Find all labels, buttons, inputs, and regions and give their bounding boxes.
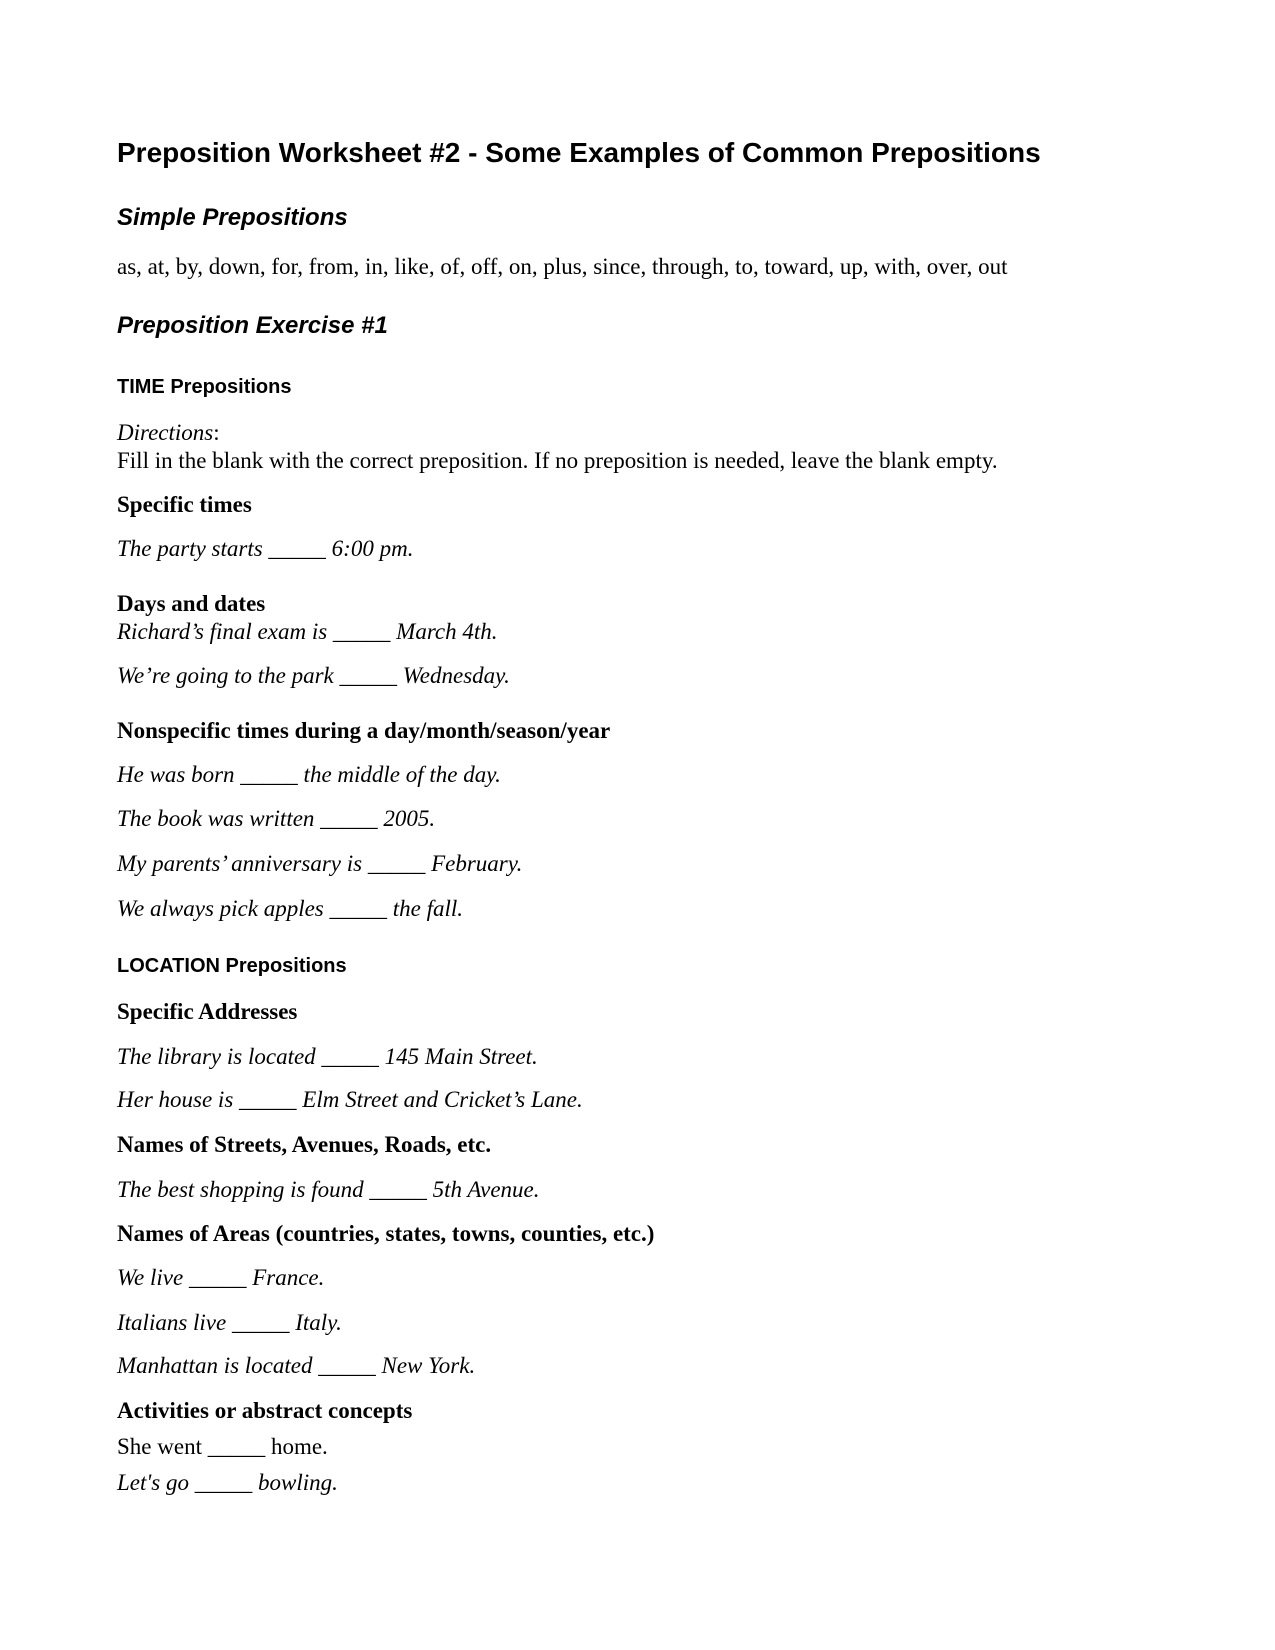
exercise-sentence: Her house is _____ Elm Street and Cricket’s Lane. — [117, 1087, 583, 1112]
time-prepositions-heading: TIME Prepositions — [117, 376, 292, 398]
exercise-sentence: We live _____ France. — [117, 1265, 325, 1290]
exercise-sentence: Italians live _____ Italy. — [117, 1310, 342, 1335]
area-names-heading: Names of Areas (countries, states, towns, counties, etc.) — [117, 1221, 655, 1246]
activities-heading: Activities or abstract concepts — [117, 1398, 413, 1423]
simple-prepositions-heading: Simple Prepositions — [117, 204, 348, 231]
directions-colon: : — [213, 420, 220, 445]
exercise-heading: Preposition Exercise #1 — [117, 312, 388, 339]
exercise-sentence: We always pick apples _____ the fall. — [117, 896, 464, 921]
exercise-sentence: She went _____ home. — [117, 1434, 328, 1459]
specific-addresses-heading: Specific Addresses — [117, 999, 298, 1024]
specific-times-heading: Specific times — [117, 492, 252, 517]
days-dates-heading: Days and dates — [117, 591, 266, 616]
exercise-sentence: My parents’ anniversary is _____ February. — [117, 851, 523, 876]
nonspecific-times-heading: Nonspecific times during a day/month/season/year — [117, 718, 611, 743]
simple-prepositions-list: as, at, by, down, for, from, in, like, of, off, on, plus, since, through, to, toward, up, with, over, out — [117, 254, 1008, 279]
exercise-sentence: We’re going to the park _____ Wednesday. — [117, 663, 510, 688]
exercise-sentence: The book was written _____ 2005. — [117, 806, 436, 831]
page-title: Preposition Worksheet #2 - Some Examples of Common Prepositions — [117, 137, 1041, 168]
location-prepositions-heading: LOCATION Prepositions — [117, 955, 347, 977]
exercise-sentence: The library is located _____ 145 Main Street. — [117, 1044, 538, 1069]
exercise-sentence: The best shopping is found _____ 5th Avenue. — [117, 1177, 540, 1202]
directions-text: Fill in the blank with the correct preposition. If no preposition is needed, leave the blank empty. — [117, 448, 998, 473]
exercise-sentence: Richard’s final exam is _____ March 4th. — [117, 619, 498, 644]
exercise-sentence: Manhattan is located _____ New York. — [117, 1353, 476, 1378]
directions-label-text: Directions — [117, 420, 214, 445]
exercise-sentence: He was born _____ the middle of the day. — [117, 762, 501, 787]
exercise-sentence: Let's go _____ bowling. — [117, 1470, 338, 1495]
directions-label — [117, 421, 220, 444]
street-names-heading: Names of Streets, Avenues, Roads, etc. — [117, 1132, 492, 1157]
exercise-sentence: The party starts _____ 6:00 pm. — [117, 536, 414, 561]
